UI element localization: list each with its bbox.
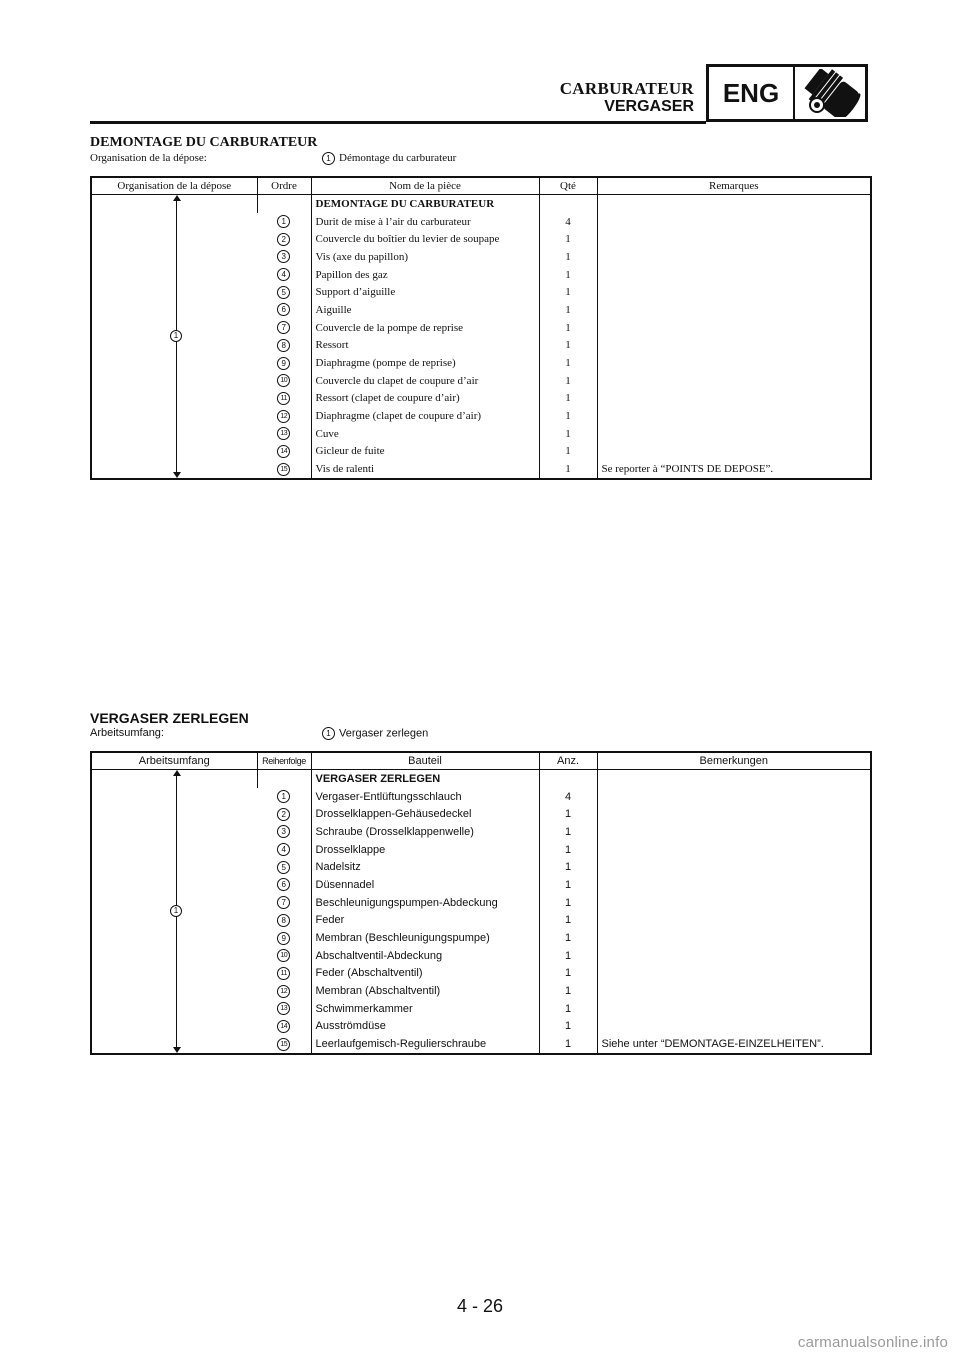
remark-cell: [597, 841, 871, 859]
table-body-de: [91, 770, 871, 1055]
quantity-cell: 1: [539, 319, 597, 337]
circled-number: 2: [277, 233, 290, 246]
part-name-cell: Ausströmdüse: [311, 1018, 539, 1036]
quantity-cell: 1: [539, 929, 597, 947]
order-cell: [257, 929, 311, 947]
order-cell: [257, 965, 311, 983]
part-name-cell: Diaphragme (clapet de coupure d’air): [311, 407, 539, 425]
order-cell: [257, 407, 311, 425]
arrow-up-icon: [173, 770, 181, 776]
order-cell: [257, 213, 311, 231]
arrow-up-icon: [173, 195, 181, 201]
circled-number: 11: [277, 967, 290, 980]
circled-number: 14: [277, 1020, 290, 1033]
part-name-cell: Diaphragme (pompe de reprise): [311, 354, 539, 372]
watermark: carmanualsonline.info: [797, 1334, 948, 1351]
order-cell: [257, 230, 311, 248]
part-name-cell: Feder (Abschaltventil): [311, 965, 539, 983]
remark-cell: [597, 947, 871, 965]
organisation-line-fr: [90, 152, 870, 166]
part-name-cell: Ressort: [311, 337, 539, 355]
column-header: Ordre: [257, 177, 311, 195]
order-cell: [257, 460, 311, 479]
remark-cell: [597, 876, 871, 894]
order-cell: [257, 805, 311, 823]
part-name-cell: Durit de mise à l’air du carburateur: [311, 213, 539, 231]
circled-number: 14: [277, 445, 290, 458]
part-name-cell: Membran (Abschaltventil): [311, 982, 539, 1000]
order-cell: [257, 372, 311, 390]
quantity-cell: 1: [539, 823, 597, 841]
range-arrow: [172, 770, 182, 1053]
quantity-cell: 1: [539, 390, 597, 408]
table-row-group: [91, 195, 871, 213]
column-header: Nom de la pièce: [311, 177, 539, 195]
remark-cell: [597, 407, 871, 425]
remark-cell: [597, 982, 871, 1000]
remark-cell: [597, 1000, 871, 1018]
column-header: Bemerkungen: [597, 752, 871, 770]
circled-number: 3: [277, 825, 290, 838]
column-header: Organisation de la dépose: [91, 177, 257, 195]
circled-number: 7: [277, 321, 290, 334]
remark-cell: [597, 929, 871, 947]
circled-number: 2: [277, 808, 290, 821]
remark-cell: [597, 1018, 871, 1036]
circled-number: 3: [277, 250, 290, 263]
quantity-cell: 1: [539, 443, 597, 461]
order-cell: [257, 858, 311, 876]
circled-number: 1: [322, 152, 335, 165]
quantity-cell: 1: [539, 894, 597, 912]
table-header-fr: [91, 177, 871, 195]
order-cell: [257, 337, 311, 355]
header-titles: [560, 80, 694, 116]
circled-number: 4: [277, 268, 290, 281]
order-cell: [257, 912, 311, 930]
part-name-cell: Abschaltventil-Abdeckung: [311, 947, 539, 965]
quantity-cell: 1: [539, 876, 597, 894]
arrow-down-icon: [173, 1047, 181, 1053]
group-label: DEMONTAGE DU CARBURATEUR: [311, 195, 539, 213]
header-title-de: VERGASER: [604, 98, 694, 115]
quantity-cell: 1: [539, 266, 597, 284]
parts-table-fr: [90, 176, 872, 480]
quantity-cell: 4: [539, 213, 597, 231]
circled-number: 10: [277, 949, 290, 962]
order-cell: [257, 823, 311, 841]
part-name-cell: Papillon des gaz: [311, 266, 539, 284]
section-title-de: VERGASER ZERLEGEN: [90, 710, 249, 726]
part-name-cell: Feder: [311, 912, 539, 930]
remark-cell: Se reporter à “POINTS DE DEPOSE”.: [597, 460, 871, 479]
order-cell: [257, 354, 311, 372]
remark-cell: [597, 372, 871, 390]
organisation-text-fr: Démontage du carburateur: [339, 152, 457, 165]
engine-carburetor-icon: [795, 67, 865, 119]
table-header-de: [91, 752, 871, 770]
remark-cell: [597, 425, 871, 443]
remark-cell: [597, 337, 871, 355]
part-name-cell: Leerlaufgemisch-Regulierschraube: [311, 1035, 539, 1054]
remark-cell: [597, 823, 871, 841]
organisation-value-fr: [322, 152, 456, 165]
column-header: Remarques: [597, 177, 871, 195]
order-cell: [257, 301, 311, 319]
column-header: Bauteil: [311, 752, 539, 770]
header-rule: [90, 121, 706, 124]
quantity-cell: 1: [539, 912, 597, 930]
circled-number: 6: [277, 878, 290, 891]
remark-cell: [597, 248, 871, 266]
remark-cell: [597, 301, 871, 319]
circled-number: 12: [277, 410, 290, 423]
quantity-cell: 1: [539, 947, 597, 965]
remark-cell: [597, 894, 871, 912]
header-title-fr: CARBURATEUR: [559, 79, 694, 98]
order-cell: [257, 248, 311, 266]
order-cell: [257, 1035, 311, 1054]
circled-number: 7: [277, 896, 290, 909]
organisation-line-de: [90, 727, 870, 741]
quantity-cell: 1: [539, 1000, 597, 1018]
circled-number: 11: [277, 392, 290, 405]
quantity-cell: 1: [539, 965, 597, 983]
part-name-cell: Couvercle du clapet de coupure d’air: [311, 372, 539, 390]
quantity-cell: 1: [539, 1035, 597, 1054]
eng-badge: [706, 64, 868, 122]
order-cell: [257, 788, 311, 806]
circled-number: 8: [277, 914, 290, 927]
organisation-value-de: [322, 727, 428, 740]
part-name-cell: Drosselklappen-Gehäusedeckel: [311, 805, 539, 823]
eng-label: ENG: [709, 67, 795, 119]
part-name-cell: Ressort (clapet de coupure d’air): [311, 390, 539, 408]
part-name-cell: Support d’aiguille: [311, 283, 539, 301]
circled-number: 5: [277, 861, 290, 874]
parts-table-de: [90, 751, 872, 1055]
order-cell: [257, 876, 311, 894]
circled-number: 10: [277, 374, 290, 387]
order-cell: [257, 443, 311, 461]
part-name-cell: Nadelsitz: [311, 858, 539, 876]
quantity-cell: 1: [539, 982, 597, 1000]
remark-cell: [597, 354, 871, 372]
column-header: Reihenfolge: [257, 752, 311, 770]
circled-number: 8: [277, 339, 290, 352]
circled-number: 1: [322, 727, 335, 740]
part-name-cell: Couvercle du boîtier du levier de soupape: [311, 230, 539, 248]
order-cell: [257, 319, 311, 337]
quantity-cell: 1: [539, 248, 597, 266]
remark-cell: [597, 912, 871, 930]
circled-number: 1: [277, 790, 290, 803]
order-cell: [257, 947, 311, 965]
part-name-cell: Couvercle de la pompe de reprise: [311, 319, 539, 337]
order-cell: [257, 266, 311, 284]
column-header: Anz.: [539, 752, 597, 770]
remark-cell: [597, 319, 871, 337]
page-number: 4 - 26: [456, 1296, 504, 1316]
order-cell: [257, 894, 311, 912]
column-header: Arbeitsumfang: [91, 752, 257, 770]
quantity-cell: 1: [539, 841, 597, 859]
part-name-cell: Schraube (Drosselklappenwelle): [311, 823, 539, 841]
quantity-cell: 4: [539, 788, 597, 806]
section-fr: [90, 135, 870, 480]
order-cell: [257, 390, 311, 408]
remark-cell: [597, 230, 871, 248]
part-name-cell: Vis de ralenti: [311, 460, 539, 479]
quantity-cell: 1: [539, 372, 597, 390]
remark-cell: [597, 805, 871, 823]
part-name-cell: Gicleur de fuite: [311, 443, 539, 461]
quantity-cell: 1: [539, 1018, 597, 1036]
quantity-cell: 1: [539, 301, 597, 319]
quantity-cell: 1: [539, 460, 597, 479]
table-row-group: [91, 770, 871, 788]
circled-number: 15: [277, 463, 290, 476]
range-arrow: [172, 195, 182, 478]
order-cell: [257, 982, 311, 1000]
organisation-text-de: Vergaser zerlegen: [339, 727, 429, 740]
order-cell: [257, 1018, 311, 1036]
part-name-cell: Vis (axe du papillon): [311, 248, 539, 266]
part-name-cell: Drosselklappe: [311, 841, 539, 859]
organisation-span-cell: [91, 195, 257, 480]
quantity-cell: 1: [539, 425, 597, 443]
part-name-cell: Cuve: [311, 425, 539, 443]
group-label: VERGASER ZERLEGEN: [311, 770, 539, 788]
remark-cell: Siehe unter “DEMONTAGE-EINZELHEITEN”.: [597, 1035, 871, 1054]
organisation-label-de: Arbeitsumfang:: [90, 727, 164, 739]
remark-cell: [597, 965, 871, 983]
circled-number: 4: [277, 843, 290, 856]
quantity-cell: 1: [539, 337, 597, 355]
circled-number: 15: [277, 1038, 290, 1051]
remark-cell: [597, 283, 871, 301]
order-cell: [257, 425, 311, 443]
quantity-cell: 1: [539, 805, 597, 823]
order-cell: [257, 283, 311, 301]
circled-number: 5: [277, 286, 290, 299]
quantity-cell: 1: [539, 858, 597, 876]
quantity-cell: 1: [539, 283, 597, 301]
order-cell: [257, 1000, 311, 1018]
remark-cell: [597, 213, 871, 231]
remark-cell: [597, 390, 871, 408]
part-name-cell: Schwimmerkammer: [311, 1000, 539, 1018]
organisation-label-fr: Organisation de la dépose:: [90, 152, 207, 164]
arrow-down-icon: [173, 472, 181, 478]
quantity-cell: 1: [539, 407, 597, 425]
circled-number: 13: [277, 427, 290, 440]
circled-number: 13: [277, 1002, 290, 1015]
organisation-span-cell: [91, 770, 257, 1055]
circled-number: 1: [277, 215, 290, 228]
circled-number: 6: [277, 303, 290, 316]
part-name-cell: Beschleunigungspumpen-Abdeckung: [311, 894, 539, 912]
part-name-cell: Düsennadel: [311, 876, 539, 894]
circled-number: 12: [277, 985, 290, 998]
quantity-cell: 1: [539, 230, 597, 248]
section-de: [90, 710, 870, 1055]
part-name-cell: Aiguille: [311, 301, 539, 319]
column-header: Qté: [539, 177, 597, 195]
remark-cell: [597, 858, 871, 876]
remark-cell: [597, 266, 871, 284]
section-title-fr: DEMONTAGE DU CARBURATEUR: [90, 135, 318, 150]
part-name-cell: Vergaser-Entlüftungsschlauch: [311, 788, 539, 806]
circled-number: 9: [277, 357, 290, 370]
quantity-cell: 1: [539, 354, 597, 372]
remark-cell: [597, 443, 871, 461]
part-name-cell: Membran (Beschleunigungspumpe): [311, 929, 539, 947]
group-marker: 1: [170, 330, 182, 342]
table-body-fr: [91, 195, 871, 480]
group-marker: 1: [170, 905, 182, 917]
order-cell: [257, 841, 311, 859]
remark-cell: [597, 788, 871, 806]
circled-number: 9: [277, 932, 290, 945]
